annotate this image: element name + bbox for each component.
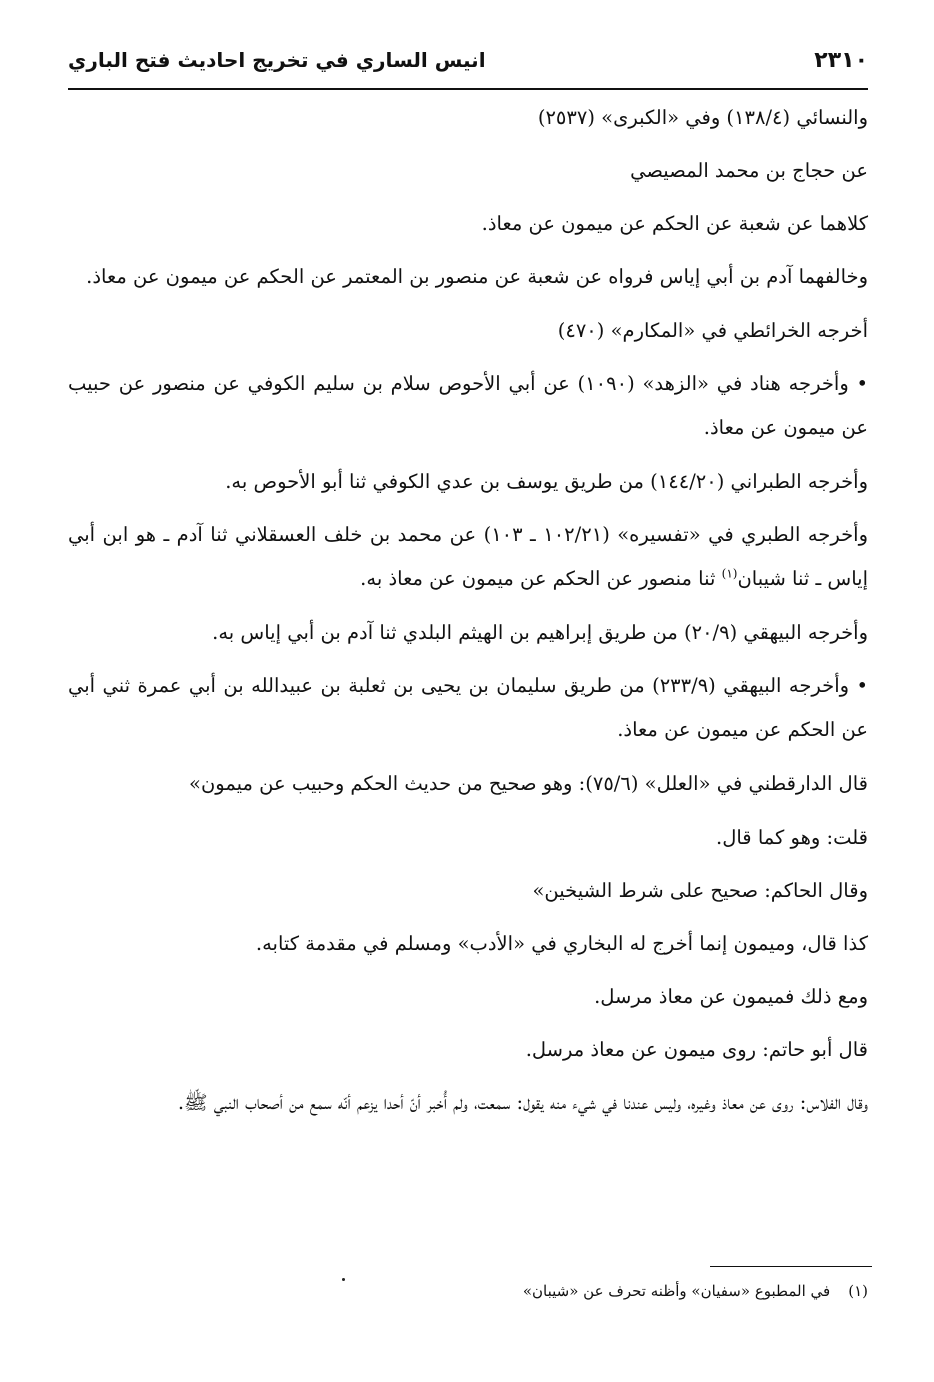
running-title: انيس الساري في تخريج احاديث فتح الباري: [68, 48, 486, 72]
print-speck: [342, 1278, 345, 1281]
paragraph: كذا قال، وميمون إنما أخرج له البخاري في «الأدب» ومسلم في مقدمة كتابه.: [255, 932, 868, 955]
paragraph-text: وأخرجه الطبري في «تفسيره» (١٠٢/٢١ ـ ١٠٣) عن محمد بن خلف العسقلاني ثنا آدم ـ هو ابن أبي إياس ـ ثنا شيبان: [68, 523, 868, 590]
footnote-text: في المطبوع «سفيان» وأظنه تحرف عن «شيبان»: [522, 1282, 831, 1300]
paragraph: • وأخرجه البيهقي (٢٣٣/٩) من طريق سليمان بن يحيى بن ثعلبة بن عبيدالله بن أبي عمرة ثني أبي عن الحكم عن ميمون عن معاذ.: [68, 674, 868, 741]
paragraph: عن حجاج بن محمد المصيصي: [630, 159, 868, 182]
paragraph: وقال الفلاس: روى عن معاذ وغيره، وليس عندنا في شيء منه يقول: سمعت، ولم أُخبر أنّ أحدا يزعم أنّه سمع من أصحاب النبي ﷺ.: [177, 1091, 868, 1114]
paragraph: أخرجه الخرائطي في «المكارم» (٤٧٠): [557, 319, 868, 342]
paragraph: قال أبو حاتم: روى ميمون عن معاذ مرسل.: [525, 1038, 868, 1061]
paragraph: وأخرجه الطبراني (١٤٤/٢٠) من طريق يوسف بن عدي الكوفي ثنا أبو الأحوص به.: [225, 470, 868, 493]
paragraph: قال الدارقطني في «العلل» (٧٥/٦): وهو صحيح من حديث الحكم وحبيب عن ميمون»: [189, 772, 868, 795]
footnote-divider: [710, 1266, 872, 1267]
footnote-marker[interactable]: (١): [721, 566, 738, 581]
footnote-number: (١): [848, 1282, 868, 1300]
paragraph-text-tail: ثنا منصور عن الحكم عن ميمون عن معاذ به.: [360, 567, 722, 590]
paragraph: وخالفهما آدم بن أبي إياس فرواه عن شعبة عن منصور بن المعتمر عن الحكم عن ميمون عن معاذ.: [86, 265, 868, 288]
paragraph: كلاهما عن شعبة عن الحكم عن ميمون عن معاذ.: [481, 212, 868, 235]
paragraph: والنسائي (١٣٨/٤) وفي «الكبرى» (٢٥٣٧): [537, 106, 868, 129]
page-number: ٢٣١٠: [814, 47, 868, 73]
page-header: [68, 36, 868, 84]
paragraph: • وأخرجه هناد في «الزهد» (١٠٩٠) عن أبي الأحوص سلام بن سليم الكوفي عن منصور عن حبيب عن ميمون عن معاذ.: [68, 372, 868, 439]
paragraph: ومع ذلك فميمون عن معاذ مرسل.: [594, 985, 868, 1008]
header-divider: [68, 88, 868, 90]
paragraph-with-footnote: [68, 513, 868, 601]
paragraph: وقال الحاكم: صحيح على شرط الشيخين»: [532, 879, 868, 902]
paragraph: وأخرجه البيهقي (٢٠/٩) من طريق إبراهيم بن الهيثم البلدي ثنا آدم بن أبي إياس به.: [212, 621, 868, 644]
paragraph: قلت: وهو كما قال.: [716, 826, 868, 849]
footnote: [68, 1276, 868, 1306]
main-text: [68, 96, 868, 1135]
